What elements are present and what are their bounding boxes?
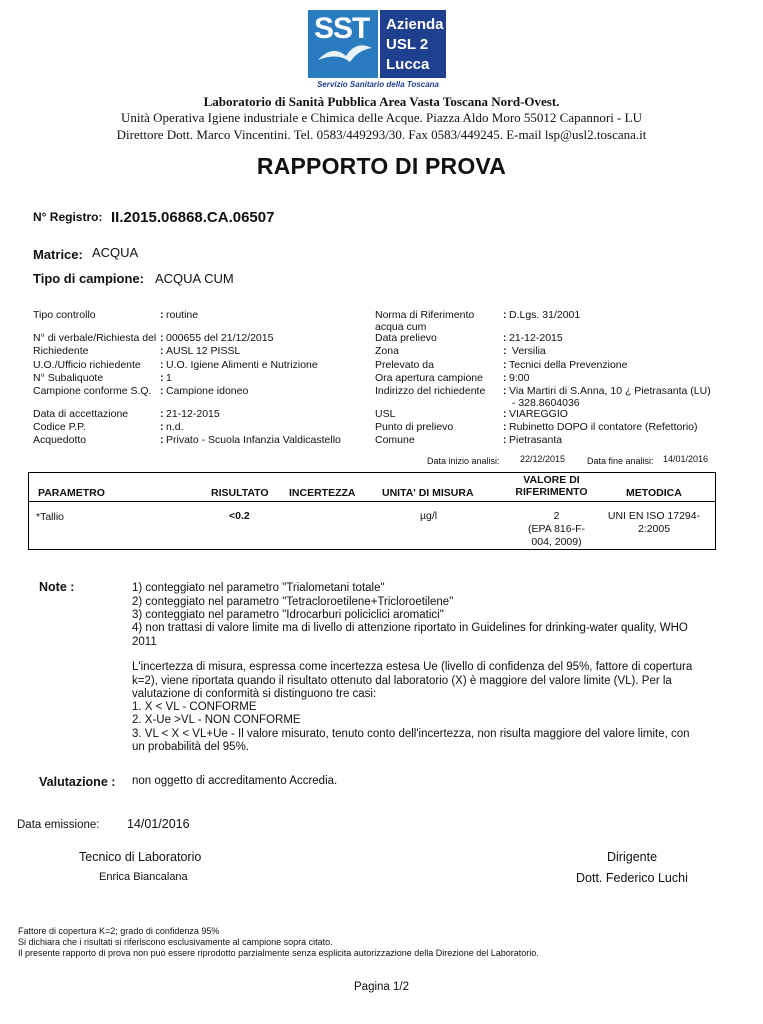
logo-line-2: USL 2 <box>386 36 429 53</box>
col-metodica: METODICA <box>626 487 682 499</box>
field-colon: : <box>503 421 507 433</box>
asl-logo <box>308 10 448 92</box>
right-field: Norma di Riferimento <box>375 309 475 321</box>
right-field-value-2: - 328.8604036 <box>509 397 580 409</box>
incertezza-line: 2. X-Ue >VL - NON CONFORME <box>132 714 301 726</box>
field-colon: : <box>503 332 507 344</box>
field-colon: : <box>160 309 164 321</box>
tipo-campione-value: ACQUA CUM <box>155 271 234 286</box>
left-field-value: routine <box>166 309 199 321</box>
col-incertezza: INCERTEZZA <box>289 487 356 499</box>
left-field-value: 21-12-2015 <box>166 408 220 420</box>
tecnico-label: Tecnico di Laboratorio <box>79 850 202 864</box>
field-colon: : <box>503 345 507 357</box>
field-colon: : <box>503 309 507 321</box>
cell-metodica-2: 2:2005 <box>637 523 671 535</box>
field-colon: : <box>503 385 507 397</box>
footer-line: Si dichiara che i risultati si riferiscono esclusivamente al campione sopra citato. <box>18 937 333 947</box>
results-table <box>28 472 716 550</box>
valutazione-value: non oggetto di accreditamento Accredia. <box>132 775 338 787</box>
field-colon: : <box>160 359 164 371</box>
incertezza-line: k=2), viene riportata quando il risultato ottenuto dal laboratorio (X) è maggiore del valore limite (VL). Per la <box>132 675 672 687</box>
right-field: USL <box>375 408 396 420</box>
dirigente-name: Dott. Federico Luchi <box>576 871 688 885</box>
right-field-value: 21-12-2015 <box>509 332 563 344</box>
cell-valore-3: 004, 2009) <box>531 536 582 548</box>
logo-line-3: Lucca <box>386 56 430 73</box>
right-field-value: Via Martiri di S.Anna, 10 ¿ Pietrasanta (LU) <box>509 385 711 397</box>
cell-valore-2: (EPA 816-F- <box>528 523 585 535</box>
right-field: Punto di prelievo <box>375 421 454 433</box>
matrice-value: ACQUA <box>92 245 139 260</box>
left-field: Richiedente <box>33 345 89 357</box>
right-field-value: Pietrasanta <box>509 434 563 446</box>
left-field: Data di accettazione <box>33 408 129 420</box>
logo-line-1: Azienda <box>386 16 444 33</box>
right-field: Zona <box>375 345 399 357</box>
col-risultato: RISULTATO <box>211 487 269 499</box>
col-parametro: PARAMETRO <box>38 487 105 499</box>
field-colon: : <box>503 372 507 384</box>
note-line: 2011 <box>132 636 157 648</box>
lab-director: Direttore Dott. Marco Vincentini. Tel. 0583/449293/30. Fax 0583/449245. E-mail lsp@usl2.toscana.it <box>116 127 647 142</box>
left-field: N° Subaliquote <box>33 372 104 384</box>
analisi-start-label: Data inizio analisi: <box>427 456 500 466</box>
right-field-value: VIAREGGIO <box>509 408 568 420</box>
footer-line: Fattore di copertura K=2; grado di confidenza 95% <box>18 926 220 936</box>
field-colon: : <box>503 408 507 420</box>
seagull-icon <box>308 10 378 78</box>
matrice-label: Matrice: <box>33 247 83 262</box>
note-line: 1) conteggiato nel parametro "Trialometani totale" <box>132 582 385 594</box>
left-field-value: U.O. Igiene Alimenti e Nutrizione <box>166 359 318 371</box>
right-field: Prelevato da <box>375 359 434 371</box>
dirigente-label: Dirigente <box>607 850 658 864</box>
page-title: RAPPORTO DI PROVA <box>256 153 507 179</box>
field-colon: : <box>160 385 164 397</box>
left-field: Acquedotto <box>33 434 87 446</box>
incertezza-line: 3. VL < X < VL+Ue - Il valore misurato, tenuto conto dell'incertezza, non risulta maggiore del valore limite, con <box>132 728 690 740</box>
field-colon: : <box>160 332 164 344</box>
lab-unit: Unità Operativa Igiene industriale e Chimica delle Acque. Piazza Aldo Moro 55012 Capannori - LU <box>121 110 642 125</box>
note-label: Note : <box>39 580 75 594</box>
note-line: 4) non trattasi di valore limite ma di livello di attenzione riportato in Guidelines for drinking-water quality, WHO <box>132 622 688 634</box>
col-valore-line1: VALORE DI <box>523 474 580 486</box>
sst-logo-mark <box>308 10 378 78</box>
right-field-sub: acqua cum <box>375 321 427 333</box>
right-field-value: 9:00 <box>509 372 530 384</box>
table-header-rule <box>29 501 715 502</box>
left-field: Tipo controllo <box>33 309 96 321</box>
left-field-value: Campione idoneo <box>166 385 249 397</box>
left-field-value: Privato - Scuola Infanzia Valdicastello <box>166 434 341 446</box>
logo-footer: Servizio Sanitario della Toscana <box>317 80 439 89</box>
incertezza-line: 1. X < VL - CONFORME <box>132 701 257 713</box>
cell-valore-1: 2 <box>553 510 560 522</box>
incertezza-line: un probabilità del 95%. <box>132 741 249 753</box>
right-field: Ora apertura campione <box>375 372 483 384</box>
logo-sst-text: SST <box>314 12 370 45</box>
analisi-end-label: Data fine analisi: <box>587 456 654 466</box>
right-field-value: Tecnici della Prevenzione <box>509 359 628 371</box>
emissione-label: Data emissione: <box>17 819 100 831</box>
cell-parametro: *Tallio <box>36 511 65 523</box>
right-field-value: D.Lgs. 31/2001 <box>509 309 581 321</box>
field-colon: : <box>160 434 164 446</box>
note-line: 3) conteggiato nel parametro "Idrocarburi policiclici aromatici" <box>132 609 444 621</box>
analisi-start-value: 22/12/2015 <box>520 454 566 464</box>
emissione-value: 14/01/2016 <box>127 817 190 831</box>
left-field: Codice P.P. <box>33 421 86 433</box>
registro-label: N° Registro: <box>33 210 103 224</box>
field-colon: : <box>160 408 164 420</box>
left-field-value: n.d. <box>166 421 184 433</box>
right-field-value: Rubinetto DOPO il contatore (Refettorio) <box>509 421 698 433</box>
right-field: Indirizzo del richiedente <box>375 385 486 397</box>
note-line: 2) conteggiato nel parametro "Tetracloroetilene+Tricloroetilene" <box>132 596 454 608</box>
logo-text-box <box>380 10 446 78</box>
col-valore-line2: RIFERIMENTO <box>515 486 588 498</box>
left-field: Campione conforme S.Q. <box>33 385 152 397</box>
cell-metodica-1: UNI EN ISO 17294- <box>607 510 701 522</box>
right-field: Data prelievo <box>375 332 437 344</box>
cell-risultato: <0.2 <box>229 510 250 522</box>
field-colon: : <box>503 434 507 446</box>
left-field-value: 1 <box>166 372 172 384</box>
incertezza-line: valutazione di conformità si distinguono tre casi: <box>132 688 377 700</box>
footer-line: Il presente rapporto di prova non può essere riprodotto parzialmente senza esplicita autorizzazione della Direzione del Laboratorio. <box>18 948 539 958</box>
col-unita: UNITA' DI MISURA <box>382 487 474 499</box>
page-number: Pagina 1/2 <box>354 981 409 993</box>
left-field-value: 000655 del 21/12/2015 <box>166 332 274 344</box>
field-colon: : <box>160 372 164 384</box>
right-field-value: Versilia <box>509 345 546 357</box>
right-field: Comune <box>375 434 415 446</box>
cell-unita: µg/l <box>420 510 438 522</box>
left-field-value: AUSL 12 PISSL <box>166 345 241 357</box>
valutazione-label: Valutazione : <box>39 775 116 789</box>
field-colon: : <box>503 359 507 371</box>
analisi-end-value: 14/01/2016 <box>663 454 709 464</box>
field-colon: : <box>160 345 164 357</box>
registro-value: II.2015.06868.CA.06507 <box>111 209 275 226</box>
tipo-campione-label: Tipo di campione: <box>33 271 144 286</box>
lab-name: Laboratorio di Sanità Pubblica Area Vasta Toscana Nord-Ovest. <box>203 94 560 109</box>
left-field: N° di verbale/Richiesta del <box>33 332 157 344</box>
tecnico-name: Enrica Biancalana <box>99 871 188 883</box>
field-colon: : <box>160 421 164 433</box>
incertezza-line: L'incertezza di misura, espressa come incertezza estesa Ue (livello di confidenza del 95%, fattore di copertura <box>132 661 693 673</box>
left-field: U.O./Ufficio richiedente <box>33 359 141 371</box>
